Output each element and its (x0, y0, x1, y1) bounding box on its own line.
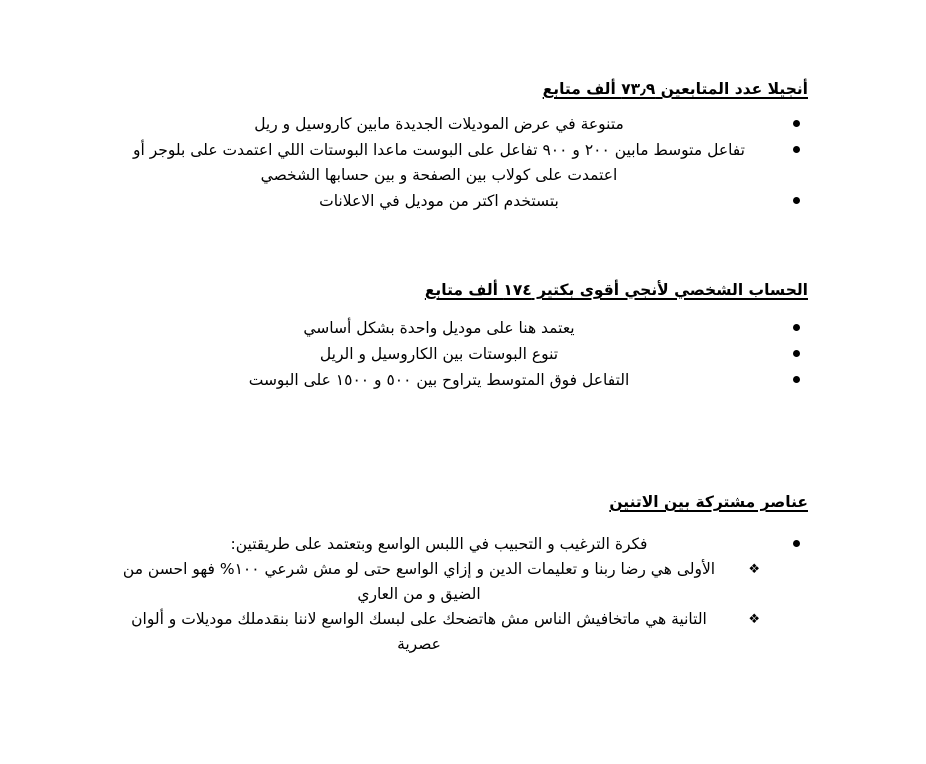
section-heading-2: الحساب الشخصي لأنجي أقوى بكتير ١٧٤ ألف متابع (424, 281, 808, 299)
sub-bullet-list (108, 557, 770, 657)
bullet-dot-icon (793, 146, 800, 153)
sub-list-item (108, 607, 770, 657)
bullet-list-2 (108, 316, 808, 394)
bullet-dot-icon (793, 324, 800, 331)
bullet-dot-icon (793, 540, 800, 547)
diamond-bullet-icon: ❖ (748, 612, 760, 627)
list-item (108, 189, 808, 214)
list-item-text: التفاعل فوق المتوسط يتراوح بين ٥٠٠ و ١٥٠٠ على البوست (248, 371, 630, 389)
sub-list-item-text: التانية هي ماتخافيش الناس مش هاتضحك على لبسك الواسع لاننا بنقدملك موديلات و ألوان عصرية (131, 610, 707, 653)
bullet-list-3 (108, 532, 808, 658)
list-item (108, 532, 808, 657)
list-item-text: متنوعة في عرض الموديلات الجديدة مابين كاروسيل و ريل (254, 115, 624, 133)
list-item (108, 138, 808, 188)
list-item (108, 368, 808, 393)
bullet-dot-icon (793, 197, 800, 204)
bullet-dot-icon (793, 376, 800, 383)
sub-list-item-text: الأولى هي رضا ربنا و تعليمات الدين و إزاي الواسع حتى لو مش شرعي ١٠٠% فهو احسن من الضيق و من العاري (122, 560, 716, 603)
sub-list-item (108, 557, 770, 607)
bullet-dot-icon (793, 350, 800, 357)
diamond-bullet-icon: ❖ (748, 562, 760, 577)
list-item (108, 112, 808, 137)
section-heading-1: أنجيلا عدد المتابعين ٧٣٫٩ ألف متابع (542, 80, 808, 98)
list-item-text: تنوع البوستات بين الكاروسيل و الريل (319, 345, 559, 363)
bullet-list-1 (108, 112, 808, 215)
section-heading-3: عناصر مشتركة بين الاتنين (609, 493, 808, 511)
list-item-text: بتستخدم اكتر من موديل في الاعلانات (319, 192, 559, 210)
list-item (108, 316, 808, 341)
list-item-text: يعتمد هنا على موديل واحدة بشكل أساسي (303, 319, 575, 337)
list-item (108, 342, 808, 367)
list-item-text: تفاعل متوسط مابين ٢٠٠ و ٩٠٠ تفاعل على البوست ماعدا البوستات اللي اعتمدت على بلوجر أو اعتمدت على كولاب بين الصفحة و بين حسابها الشخصي (133, 141, 745, 184)
list-item-text: فكرة الترغيب و التحبيب في اللبس الواسع وبتعتمد على طريقتين: (230, 535, 648, 553)
bullet-dot-icon (793, 120, 800, 127)
